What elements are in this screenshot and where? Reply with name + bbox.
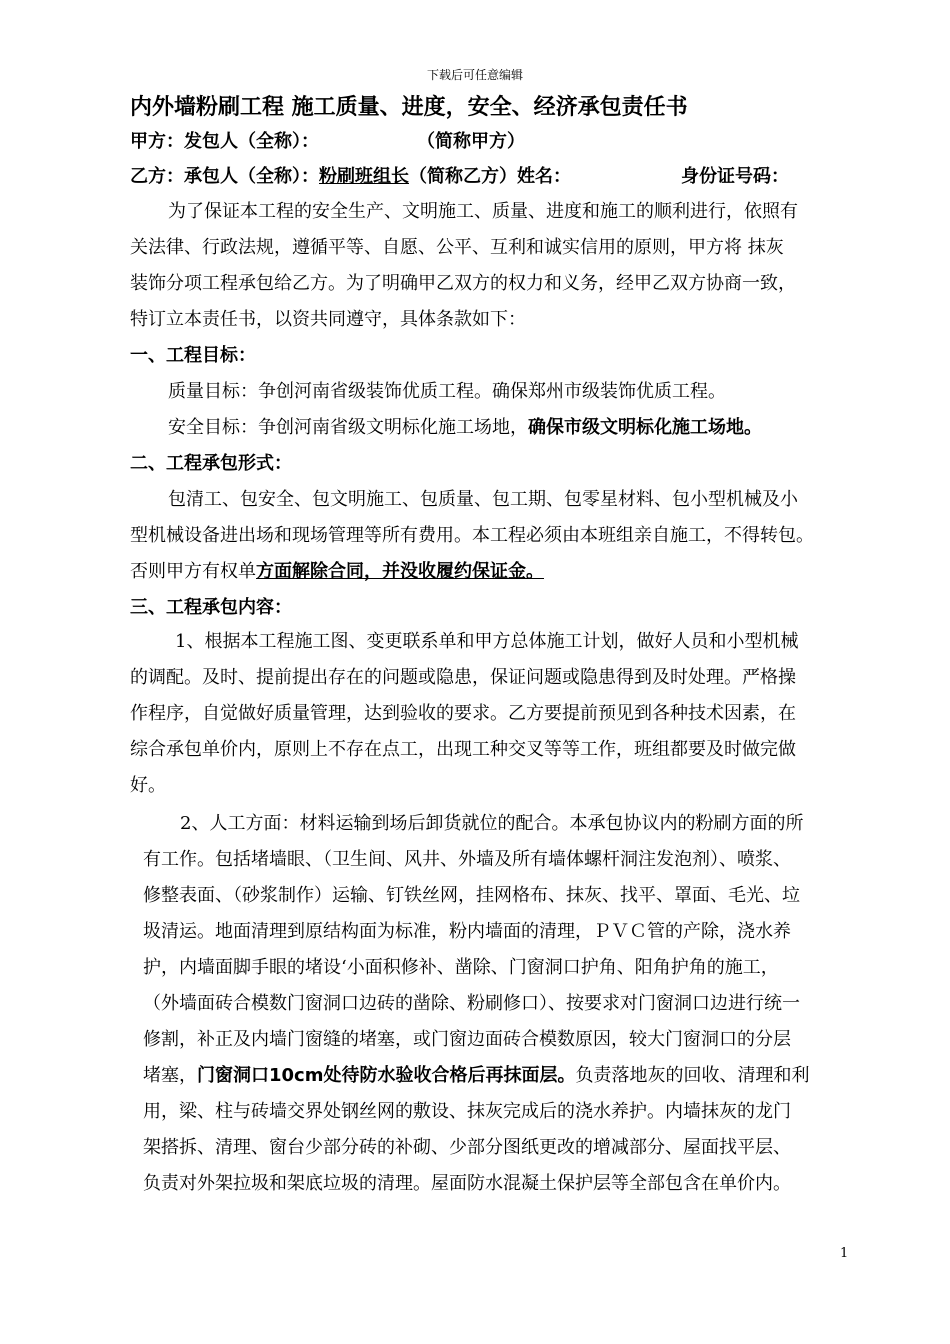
item2-bold-line: [143, 1064, 809, 1088]
section1-heading: 一、工程目标：: [130, 345, 256, 366]
section3-heading: 三、工程承包内容：: [130, 597, 292, 618]
header-note: 下载后可任意编辑: [426, 68, 523, 82]
item2-line: 2、人工方面：材料运输到场后卸货就位的配合。本承包协议内的粉刷方面的所: [180, 813, 804, 834]
party-b-id-label: 身份证号码：: [681, 166, 789, 187]
item2-line: 修整表面、（砂浆制作）运输、钉铁丝网，挂网格布、抹灰、找平、罩面、毛光、垃: [143, 885, 800, 906]
section2-underlined: 方面解除合同，并没收履约保证金。: [256, 561, 544, 582]
safety-target: [168, 416, 762, 440]
party-a-label: 甲方：发包人（全称）：: [130, 131, 319, 152]
quality-target: 质量目标：争创河南省级装饰优质工程。确保郑州市级装饰优质工程。: [168, 381, 726, 402]
item1-line: 好。: [130, 775, 166, 796]
safety-target-text: 安全目标：争创河南省级文明标化施工场地，: [168, 417, 528, 438]
item2-line: 圾清运。地面清理到原结构面为标准，粉内墙面的清理，ＰＶＣ管的产除，浇水养: [143, 921, 791, 942]
section2-last-text: 否则甲方有权单: [130, 561, 256, 582]
intro-line: 关法律、行政法规，遵循平等、自愿、公平、互利和诚实信用的原则，甲方将 抹灰: [130, 237, 784, 258]
section2-line: 型机械设备进出场和现场管理等所有费用。本工程必须由本班组亲自施工，不得转包。: [130, 525, 814, 546]
item2-line: 用，梁、柱与砖墙交界处钢丝网的敷设、抹灰完成后的浇水养护。内墙抹灰的龙门: [143, 1101, 791, 1122]
item2-line: 架搭拆、清理、窗台少部分砖的补砌、少部分图纸更改的增减部分、屋面找平层、: [143, 1137, 791, 1158]
party-a-line: [130, 130, 525, 154]
item2-bold-text: 门窗洞口10cm处待防水验收合格后再抹面层。: [197, 1065, 576, 1086]
item2-bold-prefix: 堵塞，: [143, 1065, 197, 1086]
section2-heading: 二、工程承包形式：: [130, 453, 292, 474]
section2-last-line: [130, 560, 544, 584]
item2-line: （外墙面砖合模数门窗洞口边砖的凿除、粉刷修口）、按要求对门窗洞口边进行统一: [143, 993, 800, 1014]
party-b-short: （简称乙方）姓名：: [409, 166, 571, 187]
party-b-line: [130, 165, 789, 189]
page-number: 1: [840, 1246, 849, 1261]
party-b-name: 粉刷班组长: [319, 166, 409, 187]
item2-line: 修割，补正及内墙门窗缝的堵塞，或门窗边面砖合模数原因，较大门窗洞口的分层: [143, 1029, 791, 1050]
item1-line: 综合承包单价内，原则上不存在点工，出现工种交叉等等工作，班组都要及时做完做: [130, 739, 796, 760]
item1-line: 作程序，自觉做好质量管理，达到验收的要求。乙方要提前预见到各种技术因素，在: [130, 703, 796, 724]
party-b-label: 乙方：承包人（全称）：: [130, 166, 319, 187]
safety-target-bold: 确保市级文明标化施工场地。: [528, 417, 762, 438]
item2-line: 护，内墙面脚手眼的堵设‘小面积修补、凿除、门窗洞口护角、阳角护角的施工，: [143, 957, 779, 978]
document-title: 内外墙粉刷工程 施工质量、进度，安全、经济承包责任书: [130, 95, 688, 120]
item1-line: 1、根据本工程施工图、变更联系单和甲方总体施工计划，做好人员和小型机械: [175, 631, 799, 652]
item2-line: 有工作。包括堵墙眼、（卫生间、风井、外墙及所有墙体螺杆洞注发泡剂）、喷浆、: [143, 849, 791, 870]
item2-line: 负责对外架拉圾和架底垃圾的清理。屋面防水混凝土保护层等全部包含在单价内。: [143, 1173, 791, 1194]
intro-line: 特订立本责任书，以资共同遵守，具体条款如下：: [130, 309, 526, 330]
item2-bold-suffix: 负责落地灰的回收、清理和利: [575, 1065, 810, 1086]
intro-line: 装饰分项工程承包给乙方。为了明确甲乙双方的权力和义务，经甲乙双方协商一致，: [130, 273, 796, 294]
party-a-short: （简称甲方）: [417, 131, 525, 152]
intro-line: 为了保证本工程的安全生产、文明施工、质量、进度和施工的顺利进行，依照有: [168, 201, 798, 222]
section2-line: 包清工、包安全、包文明施工、包质量、包工期、包零星材料、包小型机械及小: [168, 489, 798, 510]
item1-line: 的调配。及时、提前提出存在的问题或隐患，保证问题或隐患得到及时处理。严格操: [130, 667, 796, 688]
